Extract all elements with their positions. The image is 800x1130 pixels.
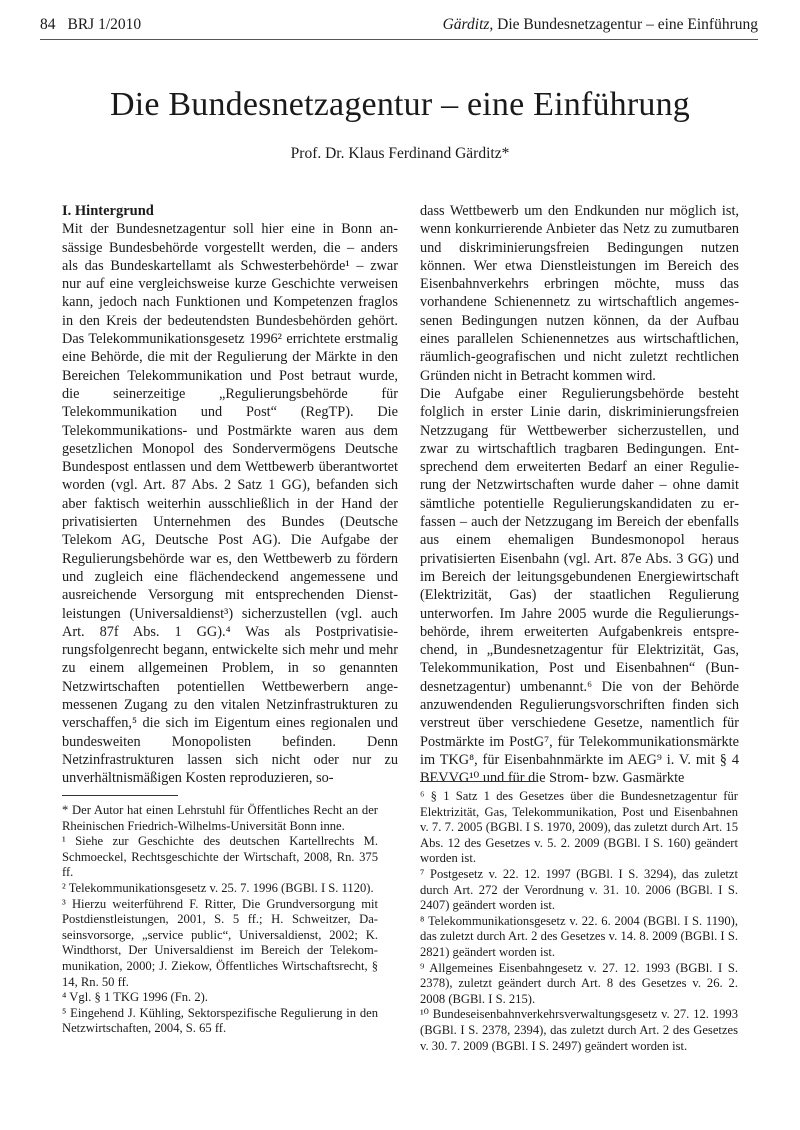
footnote: ¹ Siehe zur Geschichte des deutschen Kartellrechts M. Schmoeckel, Rechtsgeschichte der Wirtschaft, 2008, Rn. 375 ff. (62, 834, 378, 880)
journal-ref: BRJ 1/2010 (67, 16, 142, 33)
footnote: ⁷ Postgesetz v. 22. 12. 1997 (BGBl. I S. 3294), das zuletzt durch Art. 272 der Verordnung v. 31. 10. 2006 (BGBl. I S. 2407) geändert worden ist. (420, 866, 738, 913)
footnote: ² Telekommunikationsgesetz v. 25. 7. 1996 (BGBl. I S. 1120). (62, 880, 374, 895)
header-right (443, 14, 758, 36)
footnote: ⁵ Eingehend J. Kühling, Sektorspezifische Regulierung in den Netzwirtschaften, 2004, S. 65 ff. (62, 1005, 378, 1036)
running-header (40, 14, 758, 36)
header-left (40, 14, 153, 36)
footnote: ⁴ Vgl. § 1 TKG 1996 (Fn. 2). (62, 990, 208, 1005)
left-paragraph-1: Mit der Bundesnetzagentur soll hier eine in Bonn ansässige Bundesbehörde vorgestellt werden, die – anders als das Bundeskartellamt als Schwesterbehörde¹ – zwar nur auf eine vergleichsweise kurze Geschichte verweisen kann, jedoch nach Funktionen und Kompetenzen fraglos in den Kreis der bedeutendsten Bundesbehörden gehört. Das Telekommunikationsgesetz 1996² errichtete erstmalig eine Behörde, die mit der Regulierung der Märkte in den Bereichen Telekommunikation und Post betraut wurde, die seinerzeitige „Regulierungsbehörde für Telekommunikation und Post“ (RegTP). Die Telekommunikations- und Postmärkte waren aus dem gesetzlichen Monopol des Sondervermögens Deutsche Bundespost entlassen und dem Wettbewerb überantwortet worden (vgl. Art. 87 Abs. 2 Satz 1 GG), befanden sich aber faktisch weiterhin ausschließlich in der Hand der privatisierten Unternehmen des Bundes (Deutsche Telekom AG, Deutsche Post AG). Die Aufgabe der Regulierungsbehörde war es, den Wettbewerb zu fördern und zugleich eine flächendeckend angemessene und ausreichende Versorgung mit entsprechenden Dienstleistungen (Universaldienst³) sicherzustellen (vgl. auch Art. 87f Abs. 1 GG).⁴ Was als Postprivatisierungsfolgenrecht begann, entwickelte sich mehr und mehr zu einem allgemeinen Problem, in so genannten Netzwirtschaften potentiellen Wettbewerbern angemessenen Zugang zu den vitalen Netzinfrastrukturen zu verschaffen,⁵ die sich im Eigentum eines regionalen und bundesweiten Monopolisten befinden. Denn Netzinfrastrukturen lassen sich nicht oder nur zu unverhältnismäßigen Kosten reproduzieren, so- (62, 221, 398, 787)
footnote-rule-right (420, 781, 536, 782)
right-paragraph-1: dass Wettbewerb um den Endkunden nur möglich ist, wenn konkurrierende Anbieter das Netz zu zumutbaren und diskriminierungsfreien Bedingungen nutzen können. Wer etwa Dienstleistungen im Bereich des Eisenbahnverkehrs erbringen möchte, muss das vorhandene Schienennetz zu wirtschaftlich angemessenen Bedingungen nutzen können, da der Aufbau eines parallelen Schienennetzes aus wirtschaftlichen, räumlich-geografischen und nicht zuletzt rechtlichen Gründen nicht in Betracht kommen wird. (420, 203, 739, 384)
right-paragraph-2: Die Aufgabe einer Regulierungsbehörde besteht folglich in erster Linie darin, diskriminierungsfreien Netzzugang für Wettbewerber sicherzustellen, und zwar zu wirtschaftlich tragbaren Bedingungen. Entsprechend dem erweiterten Bedarf an einer Regulierung der Netzwirtschaften wurde daher – ohne damit sämtliche potentielle Regulierungskandidaten zu erfassen – auch der Netzzugang im Bereich der ebenfalls aus einem ehemaligen Bundesmonopol heraus privatisierten Eisenbahn (vgl. Art. 87e Abs. 3 GG) und im Bereich der leitungsgebundenen Energiewirtschaft (Elektrizität, Gas) der staatlichen Regulierung unterworfen. Im Jahre 2005 wurde die Regulierungsbehörde, ihrem erweiterten Aufgabenkreis entsprechend, in „Bundesnetzagentur für Elektrizität, Gas, Telekommunikation, Post und Eisenbahnen“ (Bundesnetzagentur) umbenannt.⁶ Die von der Behörde anzuwendenden Regulierungsvorschriften finden sich verstreut über verschiedene Gesetze, namentlich für Postmärkte im PostG⁷, für Telekommunikationsmärkte im TKG⁸, für Eisenbahnmärkte im AEG⁹ i. V. mit § 4 BEVVG¹⁰ und für die Strom- bzw. Gasmärkte (420, 385, 739, 787)
article-author: Prof. Dr. Klaus Ferdinand Gärditz* (290, 145, 510, 162)
footnote: ⁹ Allgemeines Eisenbahngesetz v. 27. 12. 1993 (BGBl. I S. 2378), zuletzt geändert durch Art. 8 des Gesetzes v. 26. 2. 2008 (BGBl. I S. 215). (420, 960, 738, 1006)
section-heading: I. Hintergrund (62, 203, 154, 219)
footnote: ¹⁰ Bundeseisenbahnverkehrsverwaltungsgesetz v. 27. 12. 1993 (BGBl. I S. 2378, 2394), das zuletzt durch Art. 2 des Gesetzes v. 30. 7. 2009 (BGBl. I S. 2497) geändert worden ist. (420, 1007, 738, 1053)
header-rule (40, 39, 758, 40)
footnote: * Der Autor hat einen Lehrstuhl für Öffentliches Recht an der Rheinischen Friedrich-Wilhelms-Universität Bonn inne. (62, 803, 378, 833)
article-title: Die Bundesnetzagentur – eine Einführung (110, 86, 690, 123)
header-title: Die Bundesnetzagentur – eine Einführung (497, 16, 758, 33)
header-author: Gärditz, (442, 16, 494, 33)
footnote: ⁸ Telekommunikationsgesetz v. 22. 6. 2004 (BGBl. I S. 1190), das zuletzt durch Art. 2 des Gesetzes v. 14. 8. 2009 (BGBl. I S. 2821) geändert worden ist. (420, 913, 738, 959)
page-number: 84 (40, 16, 56, 33)
footnote-rule-left (62, 795, 178, 796)
footnote: ⁶ § 1 Satz 1 des Gesetzes über die Bundesnetzagentur für Elektrizität, Gas, Telekommunikation, Post und Eisenbahnen v. 7. 7. 2005 (BGBl. I S. 1970, 2009), das zuletzt durch Art. 15 Abs. 12 des Gesetzes v. 5. 2. 2009 (BGBl. I S. 160) geändert worden ist. (420, 789, 738, 866)
left-column (62, 202, 398, 788)
right-column (420, 202, 739, 788)
footnotes-left (62, 803, 378, 1037)
footnotes-right (420, 789, 738, 1054)
footnote: ³ Hierzu weiterführend F. Ritter, Die Grundversorgung mit Postdienstleistungen, 2001, S. 5 ff.; H. Schweitzer, Daseinsvorsorge, „service public“, Universaldienst, 2002; K. Windthorst, Der Universaldienst im Bereich der Telekommunikation, 2000; J. Ziekow, Öffentliches Wirtschaftsrecht, § 14, Rn. 50 ff. (62, 896, 378, 989)
